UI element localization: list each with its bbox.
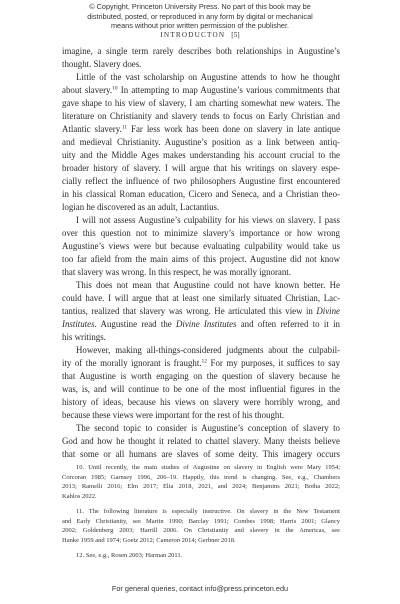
text-line — [62, 318, 340, 331]
text-line: and medieval Christianity. Augustine’s position as a link between antiq- — [62, 137, 340, 147]
text-line: This does not mean that Augustine could not have known better. He — [76, 280, 340, 290]
text-line: Little of the vast scholarship on Augustine attends to how he thought — [76, 72, 340, 82]
footnote-line: and Early Christianity, see Martin 1990; Barclay 1991; Combes 1998; Harris 2001; Glancy — [62, 517, 340, 525]
text-line: because these views were important for the rest of his thought. — [62, 410, 285, 420]
text-line: history of ideas, because his views on slavery were horribly wrong, and — [62, 397, 340, 407]
text-line: gave shape to his view of slavery, I am charting somewhat new waters. The — [62, 98, 340, 108]
text-line: imagine, a single term rarely describes both relationships in Augustine’s — [62, 46, 340, 56]
text-line: God and how he thought it related to chattel slavery. Many theists believe — [62, 436, 340, 446]
book-title: Institutes — [62, 319, 95, 329]
text-line: Augustine’s views were but because evaluating culpability would take us — [62, 241, 340, 251]
text-run: and often referred to it in — [236, 319, 340, 329]
text-line: The second topic to consider is Augustine’s conception of slavery to — [76, 423, 340, 433]
text-line: was, is, and will continue to be one of the most influential figures in the — [62, 384, 340, 394]
text-line — [62, 357, 340, 370]
text-run: Far less work has been done on slavery in late antique — [127, 124, 341, 134]
text-line: that slavery was wrong. In this respect, he was morally ignorant. — [62, 267, 291, 277]
copyright-line: means without prior written permission of the publisher. — [110, 21, 290, 30]
text-line: that some or all humans are slaves of some deity. This imagery occurs — [62, 449, 340, 459]
text-run: For my purposes, it suffices to say — [207, 358, 341, 368]
text-line: cially reflect the influence of two philosophers Augustine first encountered — [62, 176, 340, 186]
book-title: Divine — [316, 306, 340, 316]
footnote-line: 2002; Goldenberg 2003; Harrill 2006. On Christianity and slavery in the Americas, see — [62, 527, 340, 535]
text-run: In attempting to map Augustine’s various commitments that — [117, 85, 340, 95]
text-line: logian he discovered as an adult, Lactantius. — [62, 202, 220, 212]
text-line: could have. I will argue that at least one similarly situated Christian, Lac- — [62, 293, 340, 303]
text-run: Atlantic slavery. — [62, 124, 122, 134]
text-run: tantius, realized that slavery was wrong. He articulated this view in — [62, 306, 317, 316]
footnote-line: 12. See, e.g., Rosen 2003; Harman 2011. — [76, 551, 183, 559]
text-run: about slavery. — [62, 85, 113, 95]
footnote-line: 11. The following literature is especially instructive. On slavery in the New Testament — [76, 507, 340, 515]
text-line: over this question not to minimize slavery’s importance or how wrong — [62, 228, 340, 238]
text-line: that Augustine is worth engaging on the question of slavery because he — [62, 371, 340, 381]
text-line — [62, 84, 340, 97]
text-line: I will not assess Augustine’s culpability for his views on slavery. I pass — [76, 215, 340, 225]
text-line: his writings. — [62, 332, 106, 342]
footnote-line: Kahlos 2022. — [62, 493, 97, 501]
copyright-line: distributed, posted, or reproduced in any form by digital or mechanical — [87, 11, 313, 21]
text-line: in his classical Roman education, Cicero and Seneca, and a Christian theo- — [62, 189, 340, 199]
copyright-line: © Copyright, Princeton University Press. No part of this book may be — [89, 2, 311, 11]
text-line: too far afield from the main aims of this project. Augustine did not know — [62, 254, 340, 264]
text-line: However, making all-things-considered judgments about the culpabil- — [76, 345, 340, 355]
text-line: literature on Christianity and slavery tends to focus on Early Christian and — [62, 111, 340, 121]
text-line: broader history of slavery. I will argue that his writings on slavery espe- — [62, 163, 340, 173]
text-run: ity of the morally ignorant is fraught. — [62, 358, 202, 368]
footnote-line: Corcoran 1985; Garnsey 1996, 206–19. Happily, this trend is changing. See, e.g., Chambers — [62, 473, 340, 481]
footnotes — [62, 463, 340, 560]
footnote-line: 2013; Ramelli 2016; Elm 2017; Elia 2018, 2021, and 2024; Benjamins 2021; Botha 2022; — [62, 483, 340, 491]
text-line — [62, 305, 340, 318]
book-title: Divine Institutes — [175, 319, 237, 329]
footnote-ref: 11 — [121, 124, 128, 131]
copyright-notice — [0, 2, 400, 31]
body-text — [62, 45, 340, 461]
running-head-title: INTRODUCTON — [160, 31, 226, 39]
footnote-ref: 12 — [201, 358, 208, 365]
text-line: uity and the Middle Ages makes understanding his account crucial to the — [62, 150, 340, 160]
text-line: thought. Slavery does. — [62, 59, 142, 69]
footnote-line: Hanke 1959 and 1974; Goetz 2012; Cameron 2014; Gerbner 2018. — [62, 536, 236, 544]
text-run: . Augustine read the — [94, 319, 176, 329]
running-head — [0, 31, 400, 39]
footnote-ref: 10 — [112, 85, 118, 92]
page-number: [5] — [231, 31, 240, 39]
text-line — [62, 123, 340, 136]
contact-footer: For general queries, contact info@press.princeton.edu — [111, 584, 289, 593]
footnote-line: 10. Until recently, the main studies of Augustine on slavery in English were Mary 1954; — [76, 464, 340, 471]
